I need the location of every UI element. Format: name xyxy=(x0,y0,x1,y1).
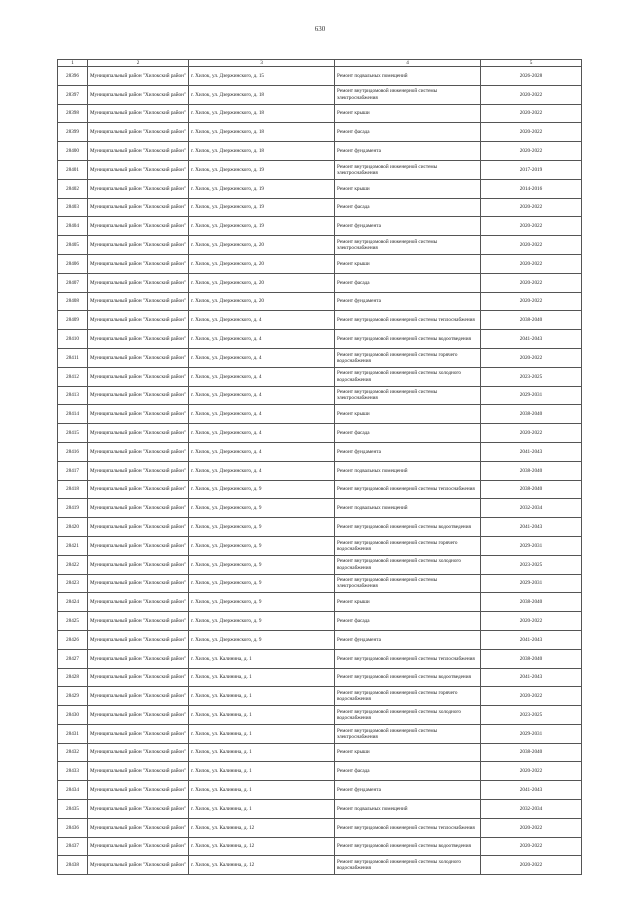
table-row xyxy=(58,386,582,405)
row-number-cell: 28437 xyxy=(58,837,88,856)
work-type-cell: Ремонт внутридомовой инженерной системы водоотведения xyxy=(335,668,481,687)
period-cell: 2014-2016 xyxy=(481,179,582,198)
address-cell: г. Хилок, ул. Дзержинского, д. 9 xyxy=(189,555,335,574)
row-number-cell: 28429 xyxy=(58,687,88,706)
table-row xyxy=(58,743,582,762)
district-cell: Муниципальный район "Хилокский район" xyxy=(88,593,189,612)
table-row xyxy=(58,612,582,631)
row-number-cell: 28410 xyxy=(58,330,88,349)
period-cell: 2023-2025 xyxy=(481,555,582,574)
work-type-cell: Ремонт крыши xyxy=(335,405,481,424)
period-cell: 2029-2031 xyxy=(481,536,582,555)
table-row xyxy=(58,254,582,273)
row-number-cell: 28412 xyxy=(58,367,88,386)
table-row xyxy=(58,273,582,292)
district-cell: Муниципальный район "Хилокский район" xyxy=(88,330,189,349)
table-row xyxy=(58,104,582,123)
row-number-cell: 28431 xyxy=(58,724,88,743)
row-number-cell: 28428 xyxy=(58,668,88,687)
table-row xyxy=(58,724,582,743)
period-cell: 2038-2040 xyxy=(481,405,582,424)
table-row xyxy=(58,367,582,386)
table-row xyxy=(58,85,582,104)
work-type-cell: Ремонт внутридомовой инженерной системы холодного водоснабжения xyxy=(335,555,481,574)
row-number-cell: 28427 xyxy=(58,649,88,668)
row-number-cell: 28435 xyxy=(58,800,88,819)
column-header: 2 xyxy=(88,60,189,67)
period-cell: 2020-2022 xyxy=(481,104,582,123)
table-row xyxy=(58,424,582,443)
address-cell: г. Хилок, ул. Дзержинского, д. 19 xyxy=(189,160,335,179)
address-cell: г. Хилок, ул. Калинина, д. 1 xyxy=(189,668,335,687)
table-row xyxy=(58,311,582,330)
row-number-cell: 28426 xyxy=(58,630,88,649)
address-cell: г. Хилок, ул. Дзержинского, д. 9 xyxy=(189,574,335,593)
table-row xyxy=(58,536,582,555)
district-cell: Муниципальный район "Хилокский район" xyxy=(88,518,189,537)
address-cell: г. Хилок, ул. Калинина, д. 1 xyxy=(189,743,335,762)
address-cell: г. Хилок, ул. Дзержинского, д. 19 xyxy=(189,198,335,217)
table-row xyxy=(58,461,582,480)
work-type-cell: Ремонт внутридомовой инженерной системы горячего водоснабжения xyxy=(335,536,481,555)
work-type-cell: Ремонт фундамента xyxy=(335,217,481,236)
period-cell: 2023-2025 xyxy=(481,367,582,386)
work-type-cell: Ремонт внутридомовой инженерной системы теплоснабжения xyxy=(335,480,481,499)
address-cell: г. Хилок, ул. Калинина, д. 12 xyxy=(189,856,335,875)
period-cell: 2020-2022 xyxy=(481,254,582,273)
work-type-cell: Ремонт крыши xyxy=(335,593,481,612)
district-cell: Муниципальный район "Хилокский район" xyxy=(88,254,189,273)
address-cell: г. Хилок, ул. Дзержинского, д. 20 xyxy=(189,292,335,311)
table-row xyxy=(58,179,582,198)
address-cell: г. Хилок, ул. Дзержинского, д. 20 xyxy=(189,273,335,292)
row-number-cell: 28411 xyxy=(58,348,88,367)
work-type-cell: Ремонт фасада xyxy=(335,762,481,781)
work-type-cell: Ремонт крыши xyxy=(335,743,481,762)
district-cell: Муниципальный район "Хилокский район" xyxy=(88,800,189,819)
period-cell: 2038-2040 xyxy=(481,461,582,480)
table-row xyxy=(58,800,582,819)
table-row xyxy=(58,292,582,311)
district-cell: Муниципальный район "Хилокский район" xyxy=(88,348,189,367)
district-cell: Муниципальный район "Хилокский район" xyxy=(88,217,189,236)
table-row xyxy=(58,142,582,161)
district-cell: Муниципальный район "Хилокский район" xyxy=(88,104,189,123)
table-row xyxy=(58,856,582,875)
district-cell: Муниципальный район "Хилокский район" xyxy=(88,142,189,161)
address-cell: г. Хилок, ул. Дзержинского, д. 18 xyxy=(189,123,335,142)
row-number-cell: 28397 xyxy=(58,85,88,104)
address-cell: г. Хилок, ул. Калинина, д. 1 xyxy=(189,706,335,725)
work-type-cell: Ремонт фундамента xyxy=(335,630,481,649)
table-row xyxy=(58,405,582,424)
district-cell: Муниципальный район "Хилокский район" xyxy=(88,442,189,461)
table-row xyxy=(58,123,582,142)
table-row xyxy=(58,217,582,236)
address-cell: г. Хилок, ул. Дзержинского, д. 9 xyxy=(189,612,335,631)
address-cell: г. Хилок, ул. Дзержинского, д. 4 xyxy=(189,330,335,349)
work-type-cell: Ремонт внутридомовой инженерной системы холодного водоснабжения xyxy=(335,706,481,725)
row-number-cell: 28403 xyxy=(58,198,88,217)
address-cell: г. Хилок, ул. Калинина, д. 1 xyxy=(189,724,335,743)
work-type-cell: Ремонт внутридомовой инженерной системы холодного водоснабжения xyxy=(335,367,481,386)
address-cell: г. Хилок, ул. Дзержинского, д. 20 xyxy=(189,254,335,273)
period-cell: 2020-2022 xyxy=(481,837,582,856)
table-row xyxy=(58,480,582,499)
period-cell: 2020-2022 xyxy=(481,762,582,781)
district-cell: Муниципальный район "Хилокский район" xyxy=(88,179,189,198)
district-cell: Муниципальный район "Хилокский район" xyxy=(88,555,189,574)
table-row xyxy=(58,668,582,687)
district-cell: Муниципальный район "Хилокский район" xyxy=(88,311,189,330)
work-type-cell: Ремонт фундамента xyxy=(335,292,481,311)
table-row xyxy=(58,330,582,349)
period-cell: 2020-2022 xyxy=(481,123,582,142)
district-cell: Муниципальный район "Хилокский район" xyxy=(88,461,189,480)
period-cell: 2023-2025 xyxy=(481,706,582,725)
work-type-cell: Ремонт подвальных помещений xyxy=(335,67,481,86)
address-cell: г. Хилок, ул. Дзержинского, д. 4 xyxy=(189,461,335,480)
row-number-cell: 28421 xyxy=(58,536,88,555)
work-type-cell: Ремонт внутридомовой инженерной системы холодного водоснабжения xyxy=(335,856,481,875)
row-number-cell: 28407 xyxy=(58,273,88,292)
row-number-cell: 28420 xyxy=(58,518,88,537)
work-type-cell: Ремонт внутридомовой инженерной системы горячего водоснабжения xyxy=(335,687,481,706)
district-cell: Муниципальный район "Хилокский район" xyxy=(88,367,189,386)
period-cell: 2041-2043 xyxy=(481,330,582,349)
period-cell: 2029-2031 xyxy=(481,574,582,593)
address-cell: г. Хилок, ул. Дзержинского, д. 4 xyxy=(189,442,335,461)
address-cell: г. Хилок, ул. Дзержинского, д. 19 xyxy=(189,179,335,198)
address-cell: г. Хилок, ул. Дзержинского, д. 4 xyxy=(189,311,335,330)
district-cell: Муниципальный район "Хилокский район" xyxy=(88,499,189,518)
work-type-cell: Ремонт внутридомовой инженерной системы водоотведения xyxy=(335,837,481,856)
row-number-cell: 28436 xyxy=(58,818,88,837)
address-cell: г. Хилок, ул. Калинина, д. 1 xyxy=(189,800,335,819)
work-type-cell: Ремонт крыши xyxy=(335,104,481,123)
table-row xyxy=(58,555,582,574)
work-type-cell: Ремонт внутридомовой инженерной системы теплоснабжения xyxy=(335,311,481,330)
row-number-cell: 28434 xyxy=(58,781,88,800)
row-number-cell: 28399 xyxy=(58,123,88,142)
period-cell: 2041-2043 xyxy=(481,518,582,537)
period-cell: 2038-2040 xyxy=(481,311,582,330)
work-type-cell: Ремонт внутридомовой инженерной системы водоотведения xyxy=(335,330,481,349)
period-cell: 2038-2040 xyxy=(481,593,582,612)
period-cell: 2020-2022 xyxy=(481,142,582,161)
period-cell: 2020-2022 xyxy=(481,687,582,706)
row-number-cell: 28406 xyxy=(58,254,88,273)
address-cell: г. Хилок, ул. Дзержинского, д. 4 xyxy=(189,405,335,424)
row-number-cell: 28422 xyxy=(58,555,88,574)
table-row xyxy=(58,687,582,706)
row-number-cell: 28438 xyxy=(58,856,88,875)
address-cell: г. Хилок, ул. Дзержинского, д. 4 xyxy=(189,367,335,386)
table-row xyxy=(58,837,582,856)
table-row xyxy=(58,706,582,725)
period-cell: 2032-2034 xyxy=(481,800,582,819)
row-number-cell: 28400 xyxy=(58,142,88,161)
period-cell: 2029-2031 xyxy=(481,724,582,743)
column-header: 4 xyxy=(335,60,481,67)
work-type-cell: Ремонт фундамента xyxy=(335,781,481,800)
district-cell: Муниципальный район "Хилокский район" xyxy=(88,856,189,875)
row-number-cell: 28409 xyxy=(58,311,88,330)
address-cell: г. Хилок, ул. Дзержинского, д. 4 xyxy=(189,424,335,443)
address-cell: г. Хилок, ул. Дзержинского, д. 20 xyxy=(189,236,335,255)
period-cell: 2041-2043 xyxy=(481,442,582,461)
period-cell: 2017-2019 xyxy=(481,160,582,179)
work-type-cell: Ремонт внутридомовой инженерной системы электроснабжения xyxy=(335,236,481,255)
row-number-cell: 28425 xyxy=(58,612,88,631)
column-header: 1 xyxy=(58,60,88,67)
period-cell: 2020-2022 xyxy=(481,85,582,104)
district-cell: Муниципальный район "Хилокский район" xyxy=(88,630,189,649)
work-type-cell: Ремонт крыши xyxy=(335,179,481,198)
period-cell: 2020-2022 xyxy=(481,348,582,367)
district-cell: Муниципальный район "Хилокский район" xyxy=(88,236,189,255)
address-cell: г. Хилок, ул. Калинина, д. 12 xyxy=(189,837,335,856)
period-cell: 2038-2040 xyxy=(481,743,582,762)
district-cell: Муниципальный район "Хилокский район" xyxy=(88,160,189,179)
table-row xyxy=(58,236,582,255)
work-type-cell: Ремонт фундамента xyxy=(335,142,481,161)
row-number-cell: 28423 xyxy=(58,574,88,593)
work-type-cell: Ремонт фасада xyxy=(335,612,481,631)
table-row xyxy=(58,781,582,800)
period-cell: 2020-2022 xyxy=(481,818,582,837)
work-type-cell: Ремонт внутридомовой инженерной системы теплоснабжения xyxy=(335,818,481,837)
district-cell: Муниципальный район "Хилокский район" xyxy=(88,405,189,424)
address-cell: г. Хилок, ул. Калинина, д. 12 xyxy=(189,818,335,837)
period-cell: 2020-2022 xyxy=(481,198,582,217)
registry-table xyxy=(57,59,582,875)
row-number-cell: 28414 xyxy=(58,405,88,424)
district-cell: Муниципальный район "Хилокский район" xyxy=(88,386,189,405)
table-row xyxy=(58,442,582,461)
district-cell: Муниципальный район "Хилокский район" xyxy=(88,668,189,687)
table-body xyxy=(58,67,582,875)
table-row xyxy=(58,818,582,837)
district-cell: Муниципальный район "Хилокский район" xyxy=(88,85,189,104)
district-cell: Муниципальный район "Хилокский район" xyxy=(88,743,189,762)
district-cell: Муниципальный район "Хилокский район" xyxy=(88,536,189,555)
address-cell: г. Хилок, ул. Калинина, д. 1 xyxy=(189,649,335,668)
period-cell: 2020-2022 xyxy=(481,236,582,255)
row-number-cell: 28419 xyxy=(58,499,88,518)
period-cell: 2020-2022 xyxy=(481,273,582,292)
row-number-cell: 28401 xyxy=(58,160,88,179)
work-type-cell: Ремонт внутридомовой инженерной системы электроснабжения xyxy=(335,160,481,179)
district-cell: Муниципальный район "Хилокский район" xyxy=(88,818,189,837)
table-row xyxy=(58,348,582,367)
district-cell: Муниципальный район "Хилокский район" xyxy=(88,687,189,706)
period-cell: 2020-2022 xyxy=(481,856,582,875)
period-cell: 2038-2040 xyxy=(481,649,582,668)
work-type-cell: Ремонт подвальных помещений xyxy=(335,461,481,480)
address-cell: г. Хилок, ул. Дзержинского, д. 19 xyxy=(189,217,335,236)
period-cell: 2020-2022 xyxy=(481,424,582,443)
table-row xyxy=(58,762,582,781)
address-cell: г. Хилок, ул. Дзержинского, д. 9 xyxy=(189,593,335,612)
period-cell: 2038-2040 xyxy=(481,480,582,499)
period-cell: 2041-2043 xyxy=(481,668,582,687)
address-cell: г. Хилок, ул. Дзержинского, д. 18 xyxy=(189,85,335,104)
district-cell: Муниципальный район "Хилокский район" xyxy=(88,612,189,631)
district-cell: Муниципальный район "Хилокский район" xyxy=(88,706,189,725)
district-cell: Муниципальный район "Хилокский район" xyxy=(88,574,189,593)
period-cell: 2020-2022 xyxy=(481,217,582,236)
work-type-cell: Ремонт внутридомовой инженерной системы электроснабжения xyxy=(335,386,481,405)
district-cell: Муниципальный район "Хилокский район" xyxy=(88,67,189,86)
address-cell: г. Хилок, ул. Калинина, д. 1 xyxy=(189,762,335,781)
table-row xyxy=(58,518,582,537)
period-cell: 2041-2043 xyxy=(481,630,582,649)
row-number-cell: 28398 xyxy=(58,104,88,123)
row-number-cell: 28416 xyxy=(58,442,88,461)
work-type-cell: Ремонт фасада xyxy=(335,424,481,443)
row-number-cell: 28405 xyxy=(58,236,88,255)
row-number-cell: 28430 xyxy=(58,706,88,725)
work-type-cell: Ремонт внутридомовой инженерной системы электроснабжения xyxy=(335,574,481,593)
work-type-cell: Ремонт фасада xyxy=(335,123,481,142)
district-cell: Муниципальный район "Хилокский район" xyxy=(88,649,189,668)
period-cell: 2026-2028 xyxy=(481,67,582,86)
table-row xyxy=(58,160,582,179)
row-number-cell: 28404 xyxy=(58,217,88,236)
row-number-cell: 28415 xyxy=(58,424,88,443)
table-header-row xyxy=(58,60,582,67)
address-cell: г. Хилок, ул. Дзержинского, д. 4 xyxy=(189,348,335,367)
page-number: 630 xyxy=(314,25,326,33)
table-row xyxy=(58,198,582,217)
address-cell: г. Хилок, ул. Дзержинского, д. 9 xyxy=(189,630,335,649)
address-cell: г. Хилок, ул. Калинина, д. 1 xyxy=(189,781,335,800)
work-type-cell: Ремонт внутридомовой инженерной системы электроснабжения xyxy=(335,724,481,743)
work-type-cell: Ремонт подвальных помещений xyxy=(335,499,481,518)
address-cell: г. Хилок, ул. Дзержинского, д. 9 xyxy=(189,480,335,499)
row-number-cell: 28402 xyxy=(58,179,88,198)
period-cell: 2029-2031 xyxy=(481,386,582,405)
row-number-cell: 28433 xyxy=(58,762,88,781)
table-row xyxy=(58,499,582,518)
row-number-cell: 28424 xyxy=(58,593,88,612)
column-header: 5 xyxy=(481,60,582,67)
address-cell: г. Хилок, ул. Дзержинского, д. 15 xyxy=(189,67,335,86)
district-cell: Муниципальный район "Хилокский район" xyxy=(88,292,189,311)
district-cell: Муниципальный район "Хилокский район" xyxy=(88,424,189,443)
address-cell: г. Хилок, ул. Дзержинского, д. 4 xyxy=(189,386,335,405)
table-row xyxy=(58,67,582,86)
work-type-cell: Ремонт фасада xyxy=(335,198,481,217)
table-row xyxy=(58,574,582,593)
district-cell: Муниципальный район "Хилокский район" xyxy=(88,724,189,743)
row-number-cell: 28432 xyxy=(58,743,88,762)
row-number-cell: 28417 xyxy=(58,461,88,480)
table-row xyxy=(58,630,582,649)
district-cell: Муниципальный район "Хилокский район" xyxy=(88,480,189,499)
row-number-cell: 28408 xyxy=(58,292,88,311)
address-cell: г. Хилок, ул. Дзержинского, д. 18 xyxy=(189,104,335,123)
address-cell: г. Хилок, ул. Дзержинского, д. 9 xyxy=(189,518,335,537)
work-type-cell: Ремонт подвальных помещений xyxy=(335,800,481,819)
column-header: 3 xyxy=(189,60,335,67)
district-cell: Муниципальный район "Хилокский район" xyxy=(88,837,189,856)
row-number-cell: 28413 xyxy=(58,386,88,405)
work-type-cell: Ремонт внутридомовой инженерной системы электроснабжения xyxy=(335,85,481,104)
district-cell: Муниципальный район "Хилокский район" xyxy=(88,781,189,800)
work-type-cell: Ремонт внутридомовой инженерной системы теплоснабжения xyxy=(335,649,481,668)
row-number-cell: 28396 xyxy=(58,67,88,86)
row-number-cell: 28418 xyxy=(58,480,88,499)
period-cell: 2020-2022 xyxy=(481,612,582,631)
table-row xyxy=(58,593,582,612)
period-cell: 2020-2022 xyxy=(481,292,582,311)
district-cell: Муниципальный район "Хилокский район" xyxy=(88,273,189,292)
district-cell: Муниципальный район "Хилокский район" xyxy=(88,198,189,217)
district-cell: Муниципальный район "Хилокский район" xyxy=(88,762,189,781)
work-type-cell: Ремонт фундамента xyxy=(335,442,481,461)
period-cell: 2041-2043 xyxy=(481,781,582,800)
work-type-cell: Ремонт внутридомовой инженерной системы водоотведения xyxy=(335,518,481,537)
table-row xyxy=(58,649,582,668)
work-type-cell: Ремонт фасада xyxy=(335,273,481,292)
address-cell: г. Хилок, ул. Дзержинского, д. 18 xyxy=(189,142,335,161)
address-cell: г. Хилок, ул. Дзержинского, д. 9 xyxy=(189,499,335,518)
period-cell: 2032-2034 xyxy=(481,499,582,518)
district-cell: Муниципальный район "Хилокский район" xyxy=(88,123,189,142)
address-cell: г. Хилок, ул. Калинина, д. 1 xyxy=(189,687,335,706)
work-type-cell: Ремонт внутридомовой инженерной системы горячего водоснабжения xyxy=(335,348,481,367)
address-cell: г. Хилок, ул. Дзержинского, д. 9 xyxy=(189,536,335,555)
work-type-cell: Ремонт крыши xyxy=(335,254,481,273)
